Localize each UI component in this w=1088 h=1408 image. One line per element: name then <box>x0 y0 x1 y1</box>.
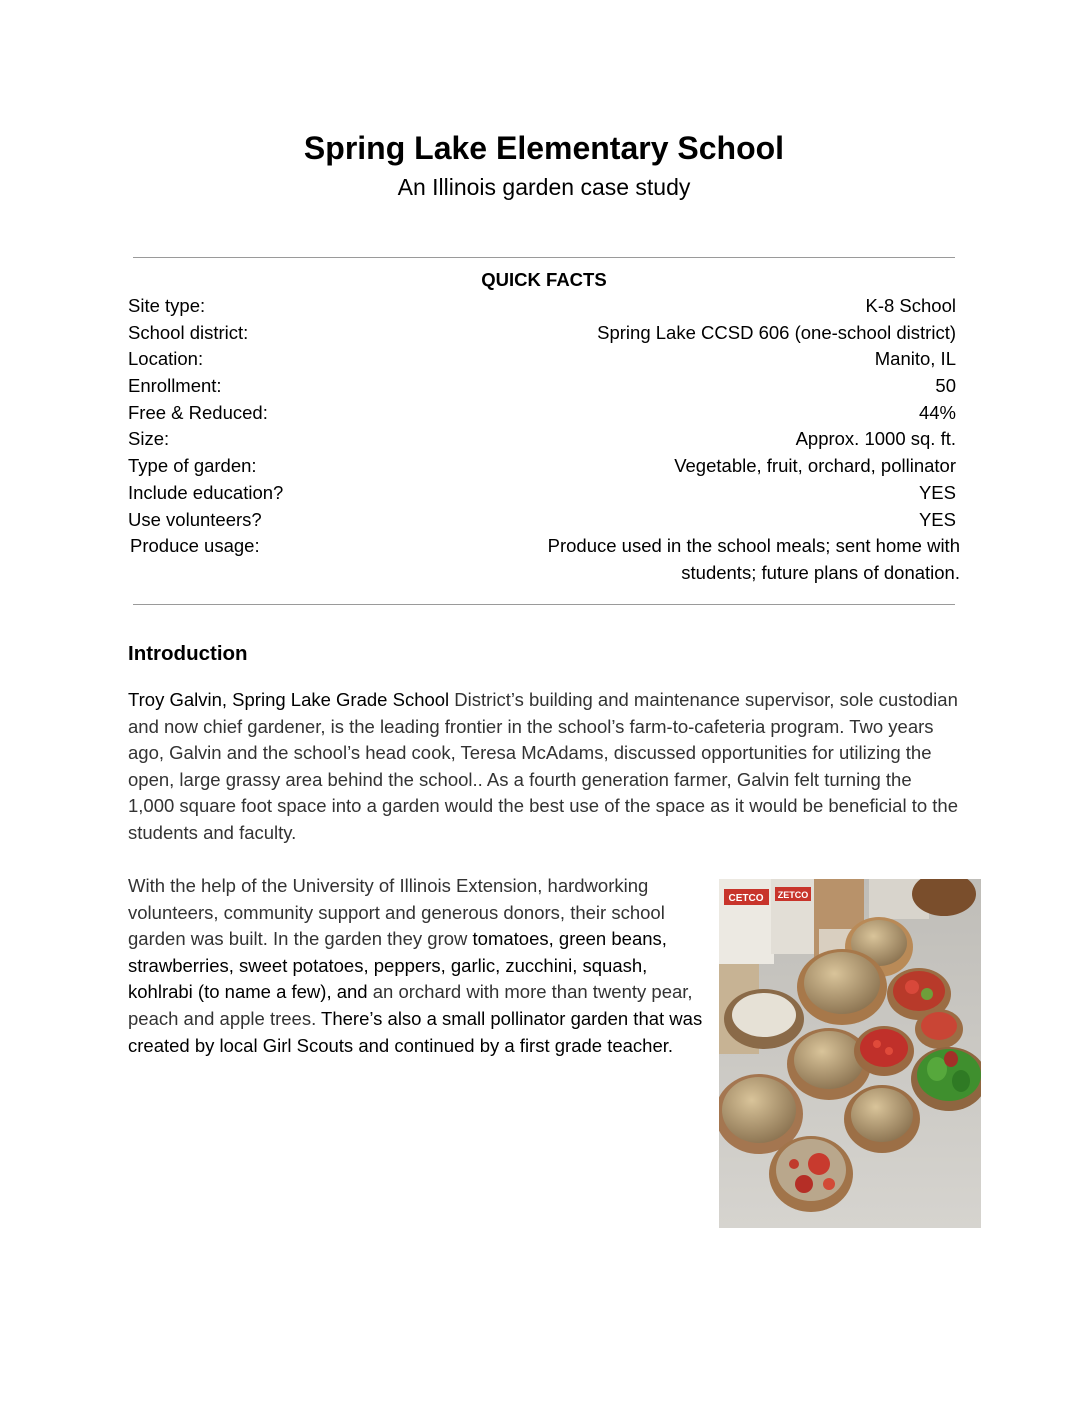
divider-top <box>133 257 955 258</box>
fact-row-size <box>128 426 960 453</box>
produce-baskets-photo <box>719 879 981 1228</box>
divider-bottom <box>133 604 955 605</box>
fact-row-school-district <box>128 320 960 347</box>
introduction-heading: Introduction <box>128 642 248 665</box>
paragraph-text: District’s building and maintenance supervisor, sole custodian and now chief gardener, is the leading frontier in the school’s farm-to-cafeteria program. Two years ago, Galvin and the school’s head cook, Teresa McAdams, discussed opportunities for utilizing the open, large grassy area behind the school.. As a fourth generation farmer, Galvin felt turning the 1,000 square foot space into a garden would the best use of the space as it would be beneficial to the students and faculty. <box>128 689 958 843</box>
box-label: ZETCO <box>777 890 809 900</box>
fact-row-type-of-garden <box>128 453 960 480</box>
fact-value: Produce used in the school meals; sent home with students; future plans of donation. <box>547 535 960 583</box>
fact-label: Size: <box>128 428 170 450</box>
fact-label: Produce usage: <box>130 535 260 557</box>
fact-label: Free & Reduced: <box>128 401 268 423</box>
fact-label: Site type: <box>128 295 206 316</box>
fact-value: YES <box>918 481 956 503</box>
fact-value: Vegetable, fruit, orchard, pollinator <box>674 455 956 477</box>
paragraph-text: There’s also a small pollinator garden that was created by local Girl Scouts and continued by a first grade teacher. <box>128 1007 703 1056</box>
fact-value: K-8 School <box>865 295 956 316</box>
introduction-paragraph-2 <box>128 873 703 1059</box>
fact-label: School district: <box>128 321 249 343</box>
fact-value: Spring Lake CCSD 606 (one-school district) <box>597 321 956 343</box>
produce-baskets-image-icon <box>719 879 981 1228</box>
paragraph-text: With the help of the University of Illinois Extension, hardworking volunteers, community support and generous donors, their school garden was built. In the garden they grow <box>128 875 665 950</box>
produce-list-text: tomatoes, green beans, strawberries, sweet potatoes, peppers, garlic, zucchini, squash, kohlrabi (to name a few), and <box>128 928 667 1003</box>
paragraph-lead: Troy Galvin, Spring Lake Grade School <box>128 689 450 710</box>
fact-row-site-type <box>128 293 960 320</box>
box-label: CETCO <box>728 893 764 904</box>
fact-value: 50 <box>935 375 956 397</box>
fact-row-location <box>128 346 960 373</box>
fact-row-include-education <box>128 480 960 507</box>
fact-row-produce-usage <box>128 533 960 587</box>
fact-value: 44% <box>918 401 956 423</box>
fact-row-use-volunteers <box>128 507 960 534</box>
introduction-paragraph-1 <box>128 687 958 847</box>
fact-label: Include education? <box>128 481 284 503</box>
paragraph-text: an orchard with more than twenty pear, peach and apple trees. <box>128 981 693 1029</box>
page-subtitle: An Illinois garden case study <box>397 174 691 200</box>
fact-label: Type of garden: <box>128 455 257 477</box>
fact-row-enrollment <box>128 373 960 400</box>
quick-facts-table <box>128 293 960 587</box>
fact-label: Location: <box>128 348 204 370</box>
fact-label: Enrollment: <box>128 375 222 397</box>
fact-value: Approx. 1000 sq. ft. <box>795 428 956 450</box>
page-title: Spring Lake Elementary School <box>303 130 785 166</box>
fact-value: Manito, IL <box>874 348 956 370</box>
fact-label: Use volunteers? <box>128 508 262 530</box>
fact-row-free-reduced <box>128 400 960 427</box>
quick-facts-heading: QUICK FACTS <box>481 269 607 290</box>
fact-value: YES <box>918 508 956 530</box>
